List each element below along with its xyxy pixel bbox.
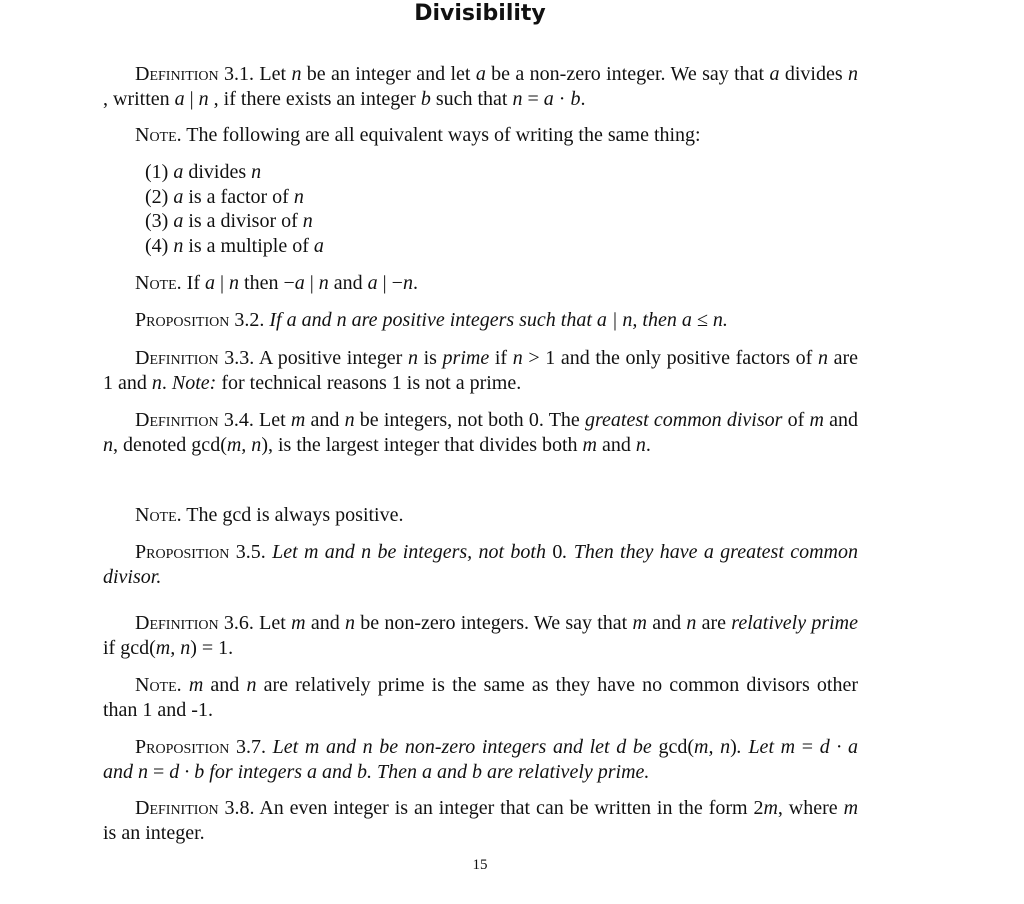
text-segment: ), is the largest integer that divides both xyxy=(261,433,583,456)
page-number: 15 xyxy=(472,857,488,873)
math-or-emphasis: Let m and n be non-zero integers and let d be xyxy=(266,736,659,758)
math-or-emphasis: n xyxy=(198,87,209,110)
math-or-emphasis: n xyxy=(103,433,113,456)
text-segment: , if there exists an integer xyxy=(208,87,421,110)
text-segment: ) xyxy=(730,736,737,758)
text-segment: . xyxy=(412,272,418,294)
math-or-emphasis: . Then they have a greatest common divisor. xyxy=(103,541,858,588)
text-segment: , where xyxy=(777,797,844,819)
math-or-emphasis: n xyxy=(344,409,355,431)
text-segment: Let xyxy=(253,612,292,634)
text-segment: and xyxy=(823,409,858,431)
text-segment: are xyxy=(696,612,732,634)
text-segment: be integers, not both 0. The xyxy=(354,409,585,431)
text-segment: (2) xyxy=(145,186,174,208)
text-segment: of xyxy=(782,409,810,431)
math-or-emphasis: b xyxy=(420,87,431,110)
block-heading: Note. xyxy=(135,504,182,526)
block-heading: Definition 3.3. xyxy=(135,347,255,369)
list-item-3 xyxy=(145,209,745,234)
proposition-3-5 xyxy=(103,540,858,589)
math-or-emphasis: n xyxy=(686,612,697,634)
text-segment: | xyxy=(184,87,199,110)
text-segment xyxy=(182,674,189,696)
math-or-emphasis: n xyxy=(402,272,413,294)
math-or-emphasis: a xyxy=(173,186,184,208)
math-or-emphasis: If a and n are positive integers such that a | n, then a ≤ n. xyxy=(264,309,728,331)
math-or-emphasis: m, n xyxy=(226,433,262,456)
text-segment: (1) xyxy=(145,161,174,183)
text-segment: Let xyxy=(254,63,292,85)
definition-3-8 xyxy=(103,796,858,845)
math-or-emphasis: a xyxy=(294,272,305,294)
block-heading: Proposition 3.2. xyxy=(135,309,265,331)
text-segment: > 1 and the only positive factors of xyxy=(522,347,818,369)
proposition-3-7 xyxy=(103,735,858,784)
math-or-emphasis: n xyxy=(635,433,646,456)
block-heading: Note. xyxy=(135,272,182,294)
math-or-emphasis: n xyxy=(291,63,302,85)
list-item-4 xyxy=(145,234,745,259)
math-or-emphasis: n xyxy=(848,63,858,85)
math-or-emphasis: greatest common divisor xyxy=(585,409,783,431)
math-or-emphasis: m xyxy=(290,409,306,431)
math-or-emphasis: m, n xyxy=(694,736,731,758)
definition-3-1 xyxy=(103,62,858,111)
math-or-emphasis: m xyxy=(582,433,597,456)
math-or-emphasis: m xyxy=(809,409,824,431)
block-heading: Proposition 3.5. xyxy=(135,541,266,563)
math-or-emphasis: a xyxy=(173,210,184,232)
math-or-emphasis: n xyxy=(344,612,355,634)
text-segment: and xyxy=(203,674,247,696)
block-heading: Definition 3.8. xyxy=(135,797,255,819)
definition-3-3 xyxy=(103,346,858,395)
text-segment: are relatively prime is the same as they have no common divisors other than 1 and -1. xyxy=(103,674,858,721)
math-or-emphasis: a xyxy=(205,272,215,294)
block-heading: Proposition 3.7. xyxy=(135,736,267,758)
math-or-emphasis: m, n xyxy=(155,636,191,659)
text-segment: divides xyxy=(779,63,848,85)
text-segment: gcd( xyxy=(658,736,694,758)
text-segment: ) = 1. xyxy=(190,636,234,659)
math-or-emphasis: n xyxy=(817,347,828,369)
definition-3-6 xyxy=(103,611,858,660)
math-or-emphasis: n xyxy=(302,210,313,232)
math-or-emphasis: d · a and n xyxy=(103,736,859,783)
text-segment: and xyxy=(305,409,345,431)
text-segment: · xyxy=(553,87,571,110)
text-segment: The gcd is always positive. xyxy=(181,504,404,526)
math-or-emphasis: a xyxy=(313,235,324,257)
math-or-emphasis: a xyxy=(173,161,184,183)
text-segment: . xyxy=(645,433,651,456)
text-segment: A positive integer xyxy=(254,347,408,369)
text-segment: The following are all equivalent ways of writing the same thing: xyxy=(181,124,701,146)
math-or-emphasis: m xyxy=(763,797,778,819)
page-title: Divisibility xyxy=(414,1,546,26)
text-segment: are 1 and xyxy=(103,347,859,394)
text-segment: . xyxy=(161,371,172,394)
block-heading: Note. xyxy=(135,674,182,696)
note-negatives xyxy=(103,271,858,296)
text-segment: be an integer and let xyxy=(301,63,476,85)
text-segment: Let xyxy=(253,409,291,431)
block-heading: Definition 3.4. xyxy=(135,409,254,431)
text-segment: and xyxy=(597,433,636,456)
text-segment: is a factor of xyxy=(183,186,294,208)
list-item-2 xyxy=(145,185,745,210)
text-segment: = xyxy=(153,760,165,783)
math-or-emphasis: a xyxy=(769,63,780,85)
math-or-emphasis: n xyxy=(318,272,329,294)
math-or-emphasis: a xyxy=(367,272,378,294)
math-or-emphasis: m xyxy=(843,797,859,819)
text-segment: such that xyxy=(430,87,513,110)
math-or-emphasis: n xyxy=(407,347,418,369)
math-or-emphasis: prime xyxy=(442,347,490,369)
math-or-emphasis: n xyxy=(229,272,240,294)
math-or-emphasis: b xyxy=(570,87,581,110)
text-segment: is an integer. xyxy=(103,821,205,844)
math-or-emphasis: n xyxy=(173,235,184,257)
text-segment: 0 xyxy=(552,541,563,563)
text-segment: divides xyxy=(183,161,252,183)
math-or-emphasis: n xyxy=(151,371,162,394)
text-segment: then − xyxy=(239,272,295,294)
note-relatively-prime xyxy=(103,673,858,722)
math-or-emphasis: m xyxy=(291,612,306,634)
math-or-emphasis: Note: xyxy=(171,371,217,394)
math-or-emphasis: n xyxy=(293,186,304,208)
math-or-emphasis: m xyxy=(632,612,647,634)
text-segment: . xyxy=(580,87,586,110)
text-segment: is a multiple of xyxy=(183,235,314,257)
text-segment: if gcd( xyxy=(103,636,156,659)
text-segment: | xyxy=(304,272,319,294)
text-segment: for technical reasons 1 is not a prime. xyxy=(216,371,522,394)
text-segment: If xyxy=(181,272,205,294)
text-segment: (4) xyxy=(145,235,174,257)
note-equivalent xyxy=(103,123,858,148)
block-heading: Note. xyxy=(135,124,182,146)
text-segment: and xyxy=(328,272,368,294)
text-segment: is xyxy=(417,347,443,369)
list-item-1 xyxy=(145,160,745,185)
math-or-emphasis: a xyxy=(174,87,185,110)
math-or-emphasis: Let m and n be integers, not both xyxy=(265,541,553,563)
text-segment: and xyxy=(305,612,345,634)
proposition-3-2 xyxy=(103,308,858,333)
text-segment: , written xyxy=(103,87,175,110)
math-or-emphasis: . Let m xyxy=(736,736,802,758)
text-segment: | − xyxy=(377,272,403,294)
text-segment: and xyxy=(646,612,687,634)
text-segment: , denoted gcd( xyxy=(113,433,227,456)
text-segment: = xyxy=(801,736,814,758)
text-segment: be a non-zero integer. We say that xyxy=(485,63,770,85)
text-segment: | xyxy=(215,272,230,294)
math-or-emphasis: a xyxy=(475,63,486,85)
text-segment: is a divisor of xyxy=(183,210,303,232)
math-or-emphasis: a xyxy=(543,87,554,110)
text-segment: be non-zero integers. We say that xyxy=(354,612,633,634)
text-segment: An even integer is an integer that can be written in the form 2 xyxy=(254,797,764,819)
text-segment: = xyxy=(522,87,544,110)
math-or-emphasis: d · b for integers a and b. Then a and b are relatively prime. xyxy=(164,760,650,783)
math-or-emphasis: n xyxy=(512,347,523,369)
math-or-emphasis: n xyxy=(251,161,262,183)
math-or-emphasis: relatively prime xyxy=(731,612,858,634)
text-segment: if xyxy=(489,347,513,369)
note-gcd-positive xyxy=(103,503,858,528)
text-segment: (3) xyxy=(145,210,174,232)
definition-3-4 xyxy=(103,408,858,457)
math-or-emphasis: m xyxy=(188,674,204,696)
math-or-emphasis: n xyxy=(246,674,257,696)
block-heading: Definition 3.1. xyxy=(135,63,255,85)
math-or-emphasis: n xyxy=(512,87,523,110)
block-heading: Definition 3.6. xyxy=(135,612,254,634)
